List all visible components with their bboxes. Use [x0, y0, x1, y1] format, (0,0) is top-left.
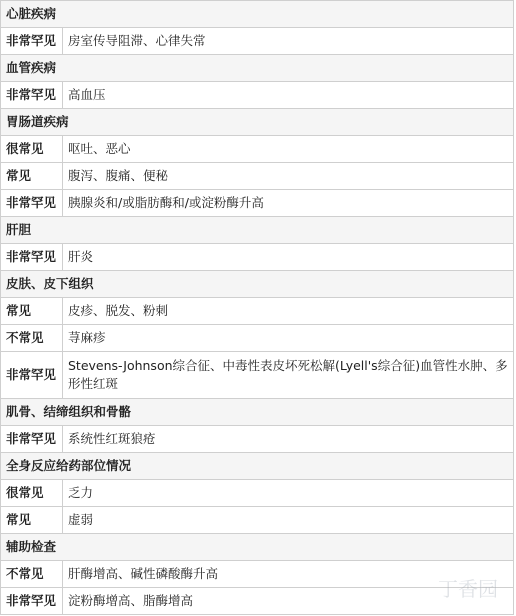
reaction-cell: 高血压 — [63, 82, 514, 109]
reaction-cell: 荨麻疹 — [63, 325, 514, 352]
table-row — [1, 561, 514, 588]
category-label: 全身反应给药部位情况 — [1, 453, 514, 480]
category-row — [1, 271, 514, 298]
category-row — [1, 1, 514, 28]
category-label: 心脏疾病 — [1, 1, 514, 28]
table-row — [1, 28, 514, 55]
frequency-cell: 不常见 — [1, 561, 63, 588]
table-row — [1, 82, 514, 109]
category-row — [1, 217, 514, 244]
reaction-cell: 虚弱 — [63, 507, 514, 534]
reaction-cell: 肝炎 — [63, 244, 514, 271]
frequency-cell: 很常见 — [1, 480, 63, 507]
reaction-cell: 房室传导阻滞、心律失常 — [63, 28, 514, 55]
reaction-cell: Stevens-Johnson综合征、中毒性表皮坏死松解(Lyell's综合征)血管性水肿、多形性红斑 — [63, 352, 514, 399]
table-row — [1, 352, 514, 399]
watermark: 丁香园 — [438, 577, 498, 601]
category-row — [1, 534, 514, 561]
reaction-cell: 乏力 — [63, 480, 514, 507]
table-row — [1, 244, 514, 271]
table-row — [1, 588, 514, 615]
table-row — [1, 190, 514, 217]
table-row — [1, 480, 514, 507]
category-row — [1, 55, 514, 82]
reaction-cell: 肝酶增高、碱性磷酸酶升高 — [63, 561, 514, 588]
table-row — [1, 325, 514, 352]
category-row — [1, 109, 514, 136]
frequency-cell: 非常罕见 — [1, 28, 63, 55]
table-row — [1, 298, 514, 325]
frequency-cell: 常见 — [1, 163, 63, 190]
frequency-cell: 不常见 — [1, 325, 63, 352]
category-row — [1, 453, 514, 480]
table-body — [1, 1, 514, 615]
table-row — [1, 426, 514, 453]
frequency-cell: 非常罕见 — [1, 244, 63, 271]
reaction-cell: 胰腺炎和/或脂肪酶和/或淀粉酶升高 — [63, 190, 514, 217]
category-label: 血管疾病 — [1, 55, 514, 82]
category-label: 胃肠道疾病 — [1, 109, 514, 136]
frequency-cell: 常见 — [1, 298, 63, 325]
reaction-cell: 淀粉酶增高、脂酶增高 — [63, 588, 514, 615]
frequency-cell: 非常罕见 — [1, 352, 63, 399]
frequency-cell: 非常罕见 — [1, 190, 63, 217]
frequency-cell: 非常罕见 — [1, 426, 63, 453]
category-label: 辅助检查 — [1, 534, 514, 561]
reaction-cell: 腹泻、腹痛、便秘 — [63, 163, 514, 190]
frequency-cell: 非常罕见 — [1, 588, 63, 615]
category-label: 皮肤、皮下组织 — [1, 271, 514, 298]
table-row — [1, 163, 514, 190]
frequency-cell: 常见 — [1, 507, 63, 534]
reaction-cell: 呕吐、恶心 — [63, 136, 514, 163]
table-row — [1, 507, 514, 534]
reaction-cell: 系统性红斑狼疮 — [63, 426, 514, 453]
frequency-cell: 很常见 — [1, 136, 63, 163]
reaction-cell: 皮疹、脱发、粉刺 — [63, 298, 514, 325]
category-row — [1, 399, 514, 426]
category-label: 肝胆 — [1, 217, 514, 244]
table-row — [1, 136, 514, 163]
category-label: 肌骨、结缔组织和骨骼 — [1, 399, 514, 426]
frequency-cell: 非常罕见 — [1, 82, 63, 109]
